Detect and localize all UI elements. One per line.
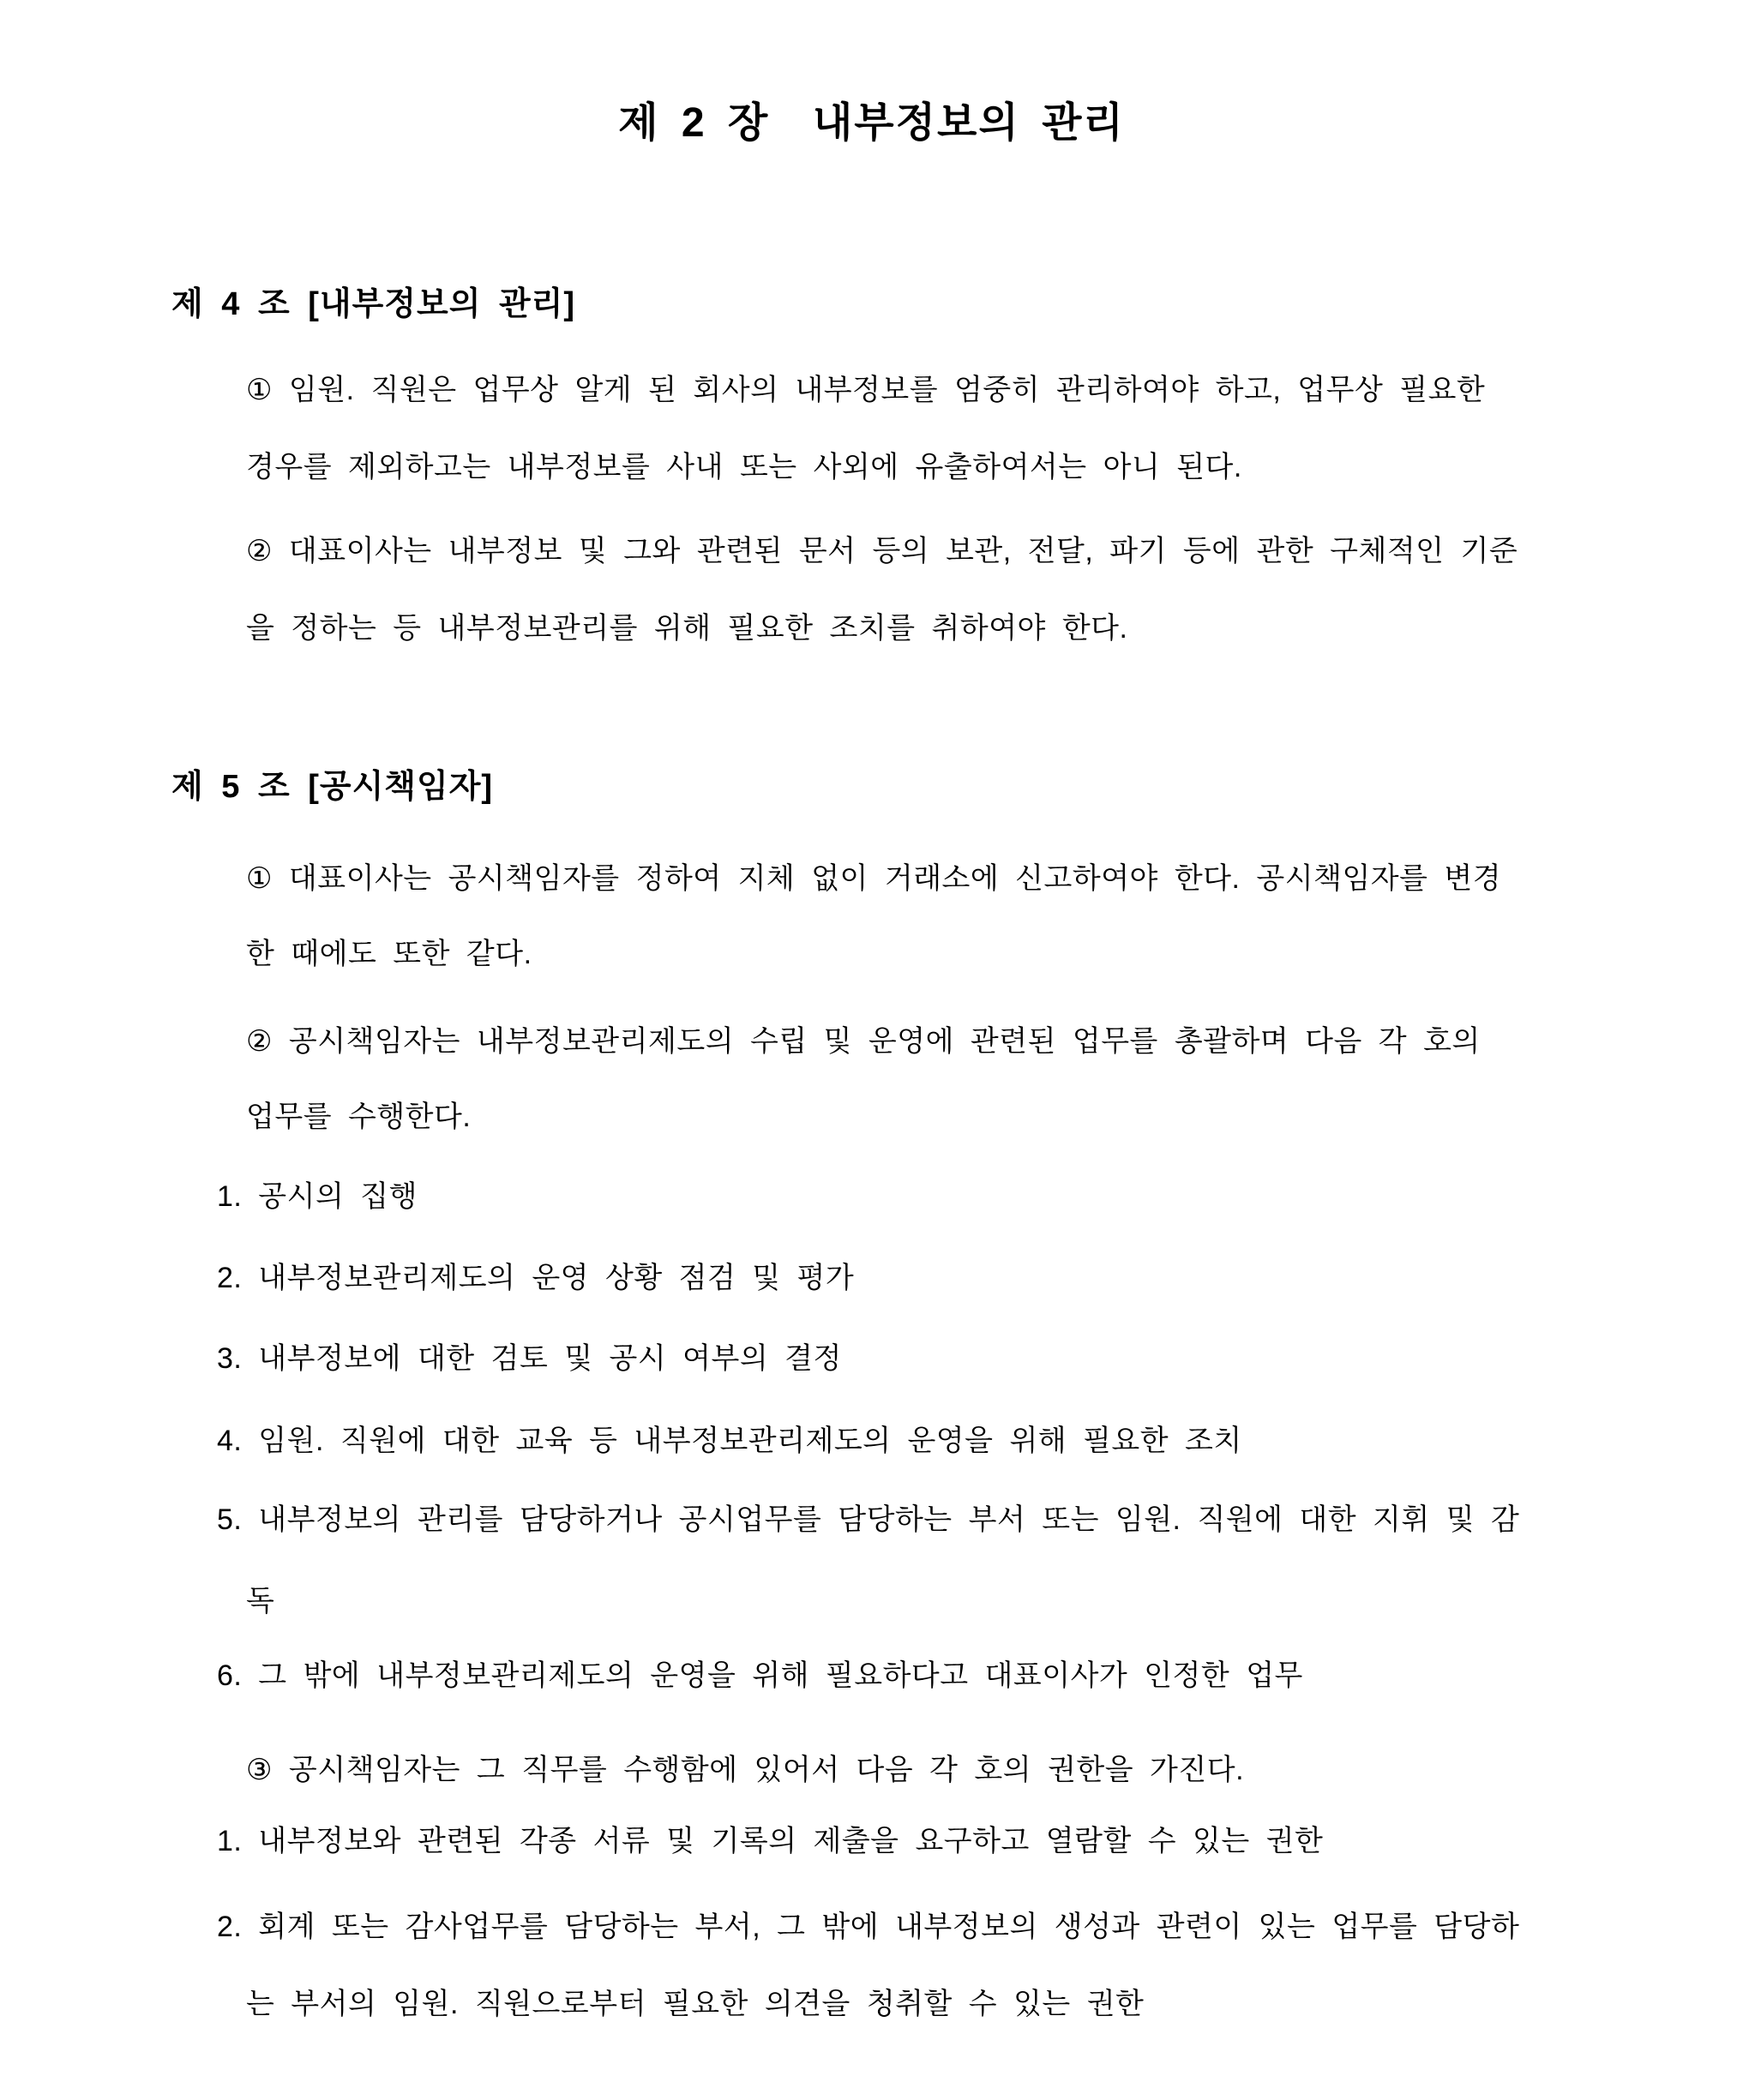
- article-4-clause-1-line-1: ① 임원. 직원은 업무상 알게 된 회사의 내부정보를 엄중히 관리하여야 하고, 업무상 필요한: [246, 374, 1486, 406]
- article-5-clause-3: ③ 공시책임자는 그 직무를 수행함에 있어서 다음 각 호의 권한을 가진다.: [246, 1754, 1245, 1786]
- duty-item-5-line-2: 독: [246, 1585, 275, 1617]
- article-4-heading: 제 4 조 [내부정보의 관리]: [171, 286, 576, 322]
- article-4-clause-2-line-1: ② 대표이사는 내부정보 및 그와 관련된 문서 등의 보관, 전달, 파기 등에 관한 구체적인 기준: [246, 535, 1518, 567]
- article-5-clause-1-line-1: ① 대표이사는 공시책임자를 정하여 지체 없이 거래소에 신고하여야 한다. 공시책임자를 변경: [246, 862, 1502, 895]
- article-5-clause-1-line-2: 한 때에도 또한 같다.: [246, 938, 532, 970]
- article-5-heading: 제 5 조 [공시책임자]: [171, 769, 494, 805]
- article-5-clause-2-line-1: ② 공시책임자는 내부정보관리제도의 수립 및 운영에 관련된 업무를 총괄하며 다음 각 호의: [246, 1025, 1481, 1058]
- article-4-clause-2-line-2: 을 정하는 등 내부정보관리를 위해 필요한 조치를 취하여야 한다.: [246, 612, 1128, 645]
- chapter-title: 제 2 장 내부정보의 관리: [618, 100, 1125, 146]
- duty-item-4: 4. 임원. 직원에 대한 교육 등 내부정보관리제도의 운영을 위해 필요한 조치: [217, 1425, 1242, 1457]
- article-5-clause-2-line-2: 업무를 수행한다.: [246, 1101, 472, 1133]
- power-item-2-line-1: 2. 회계 또는 감사업무를 담당하는 부서, 그 밖에 내부정보의 생성과 관련이 있는 업무를 담당하: [217, 1911, 1520, 1943]
- article-4-clause-1-line-2: 경우를 제외하고는 내부정보를 사내 또는 사외에 유출하여서는 아니 된다.: [246, 451, 1242, 483]
- duty-item-5-line-1: 5. 내부정보의 관리를 담당하거나 공시업무를 담당하는 부서 또는 임원. 직원에 대한 지휘 및 감: [217, 1503, 1520, 1536]
- power-item-1: 1. 내부정보와 관련된 각종 서류 및 기록의 제출을 요구하고 열람할 수 있는 권한: [217, 1825, 1324, 1857]
- duty-item-6: 6. 그 밖에 내부정보관리제도의 운영을 위해 필요하다고 대표이사가 인정한 업무: [217, 1659, 1303, 1692]
- duty-item-1: 1. 공시의 집행: [217, 1180, 418, 1213]
- power-item-2-line-2: 는 부서의 임원. 직원으로부터 필요한 의견을 청취할 수 있는 권한: [246, 1988, 1145, 2020]
- duty-item-2: 2. 내부정보관리제도의 운영 상황 점검 및 평가: [217, 1262, 855, 1294]
- duty-item-3: 3. 내부정보에 대한 검토 및 공시 여부의 결정: [217, 1342, 842, 1375]
